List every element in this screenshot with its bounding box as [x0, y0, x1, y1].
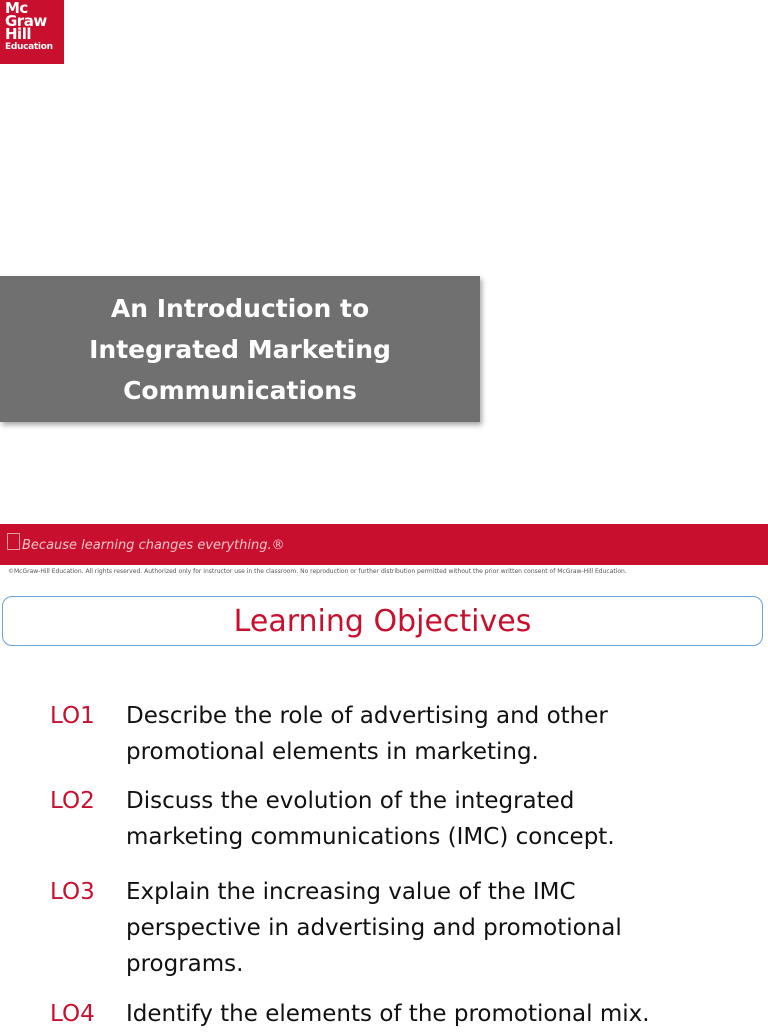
objective-code: LO4	[50, 1001, 95, 1027]
objective-code: LO1	[50, 703, 95, 729]
chapter-title-box	[0, 276, 480, 422]
objectives-heading: Learning Objectives	[233, 603, 532, 639]
copyright-notice: ©McGraw-Hill Education. All rights reserved. Authorized only for instructor use in the classroom. No reproduction or further distribution permitted without the prior written consent of McGraw-Hill Education.	[8, 568, 627, 575]
objective-text: Explain the increasing value of the IMC perspective in advertising and promotional programs.	[126, 879, 622, 977]
objective-code: LO3	[50, 879, 95, 905]
chapter-title-line: An Introduction to	[110, 293, 370, 323]
chapter-title-line: Communications	[123, 375, 357, 405]
objective-code: LO2	[50, 788, 95, 814]
objectives-header-box	[2, 596, 763, 646]
mcgraw-hill-logo: Mc Graw Hill Education	[0, 0, 64, 64]
objective-text: Describe the role of advertising and other promotional elements in marketing.	[126, 703, 608, 765]
objective-text: Identify the elements of the promotional mix.	[126, 1001, 650, 1027]
objective-text: Discuss the evolution of the integrated marketing communications (IMC) concept.	[126, 788, 615, 850]
placeholder-square-icon	[7, 533, 20, 550]
chapter-title-line: Integrated Marketing	[89, 334, 391, 364]
tagline-text: Because learning changes everything.®	[22, 538, 285, 553]
